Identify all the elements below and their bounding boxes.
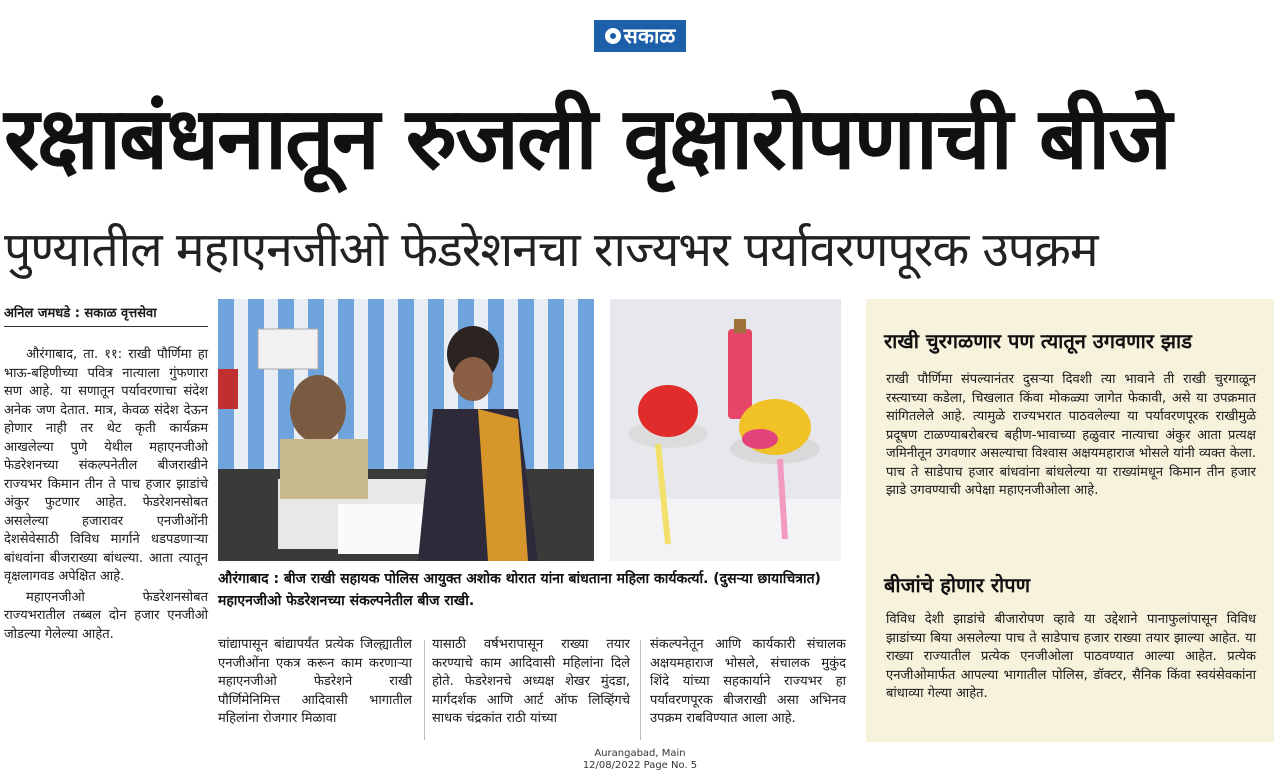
photo-rakhi-ceremony: [218, 299, 594, 561]
article-column-4: [650, 636, 846, 731]
sidebar-title: बीजांचे होणार रोपण: [884, 573, 1031, 597]
column-divider: [424, 640, 425, 740]
paragraph: महाएनजीओ फेडरेशनसोबत राज्यभरातील तब्बल दोन हजार एनजीओ जोडल्या गेलेल्या आहेत.: [4, 589, 208, 642]
article-subheadline: पुण्यातील महाएनजीओ फेडरेशनचा राज्यभर पर्यावरणपूरक उपक्रम: [4, 222, 1098, 278]
article-column-3: [432, 636, 630, 731]
logo-emblem-icon: [605, 28, 621, 44]
paragraph: यासाठी वर्षभरापासून राख्या तयार करण्याचे काम आदिवासी महिलांना दिले होते. फेडरेशनचे अध्यक्ष शेखर मुंदडा, मार्गदर्शक आणि आर्ट ऑफ लिव्हिंगचे साधक चंद्रकांत राठी यांच्या: [432, 637, 630, 726]
photo-illustration: [218, 299, 594, 561]
edition-label: Aurangabad, Main: [594, 748, 686, 759]
article-headline: रक्षाबंधनातून रुजली वृक्षारोपणाची बीजे: [4, 89, 1171, 189]
photo-illustration: [610, 299, 841, 561]
sidebar-title: राखी चुरगळणार पण त्यातून उगवणार झाड: [884, 329, 1192, 353]
article-column-1: [4, 346, 208, 646]
column-divider: [640, 640, 641, 740]
newspaper-logo: [594, 20, 686, 52]
date-page-label: 12/08/2022 Page No. 5: [582, 760, 698, 771]
photo-seed-rakhi: [610, 299, 841, 561]
byline: अनिल जमधडे : सकाळ वृत्तसेवा: [4, 306, 157, 321]
paragraph: औरंगाबाद, ता. ११: राखी पौर्णिमा हा भाऊ-बहिणीच्या पवित्र नात्याला गुंफणारा सण आहे. या सणातून पर्यावरणाचा संदेश अनेक जण देतात. मात्र, केवळ संदेश देऊन होणार नाही तर थेट कृती कार्यक्रम आखलेल्या पुणे येथील महाएनजीओ फेडरेशनच्या संकल्पनेतील बीजराखीने राज्यभर किमान तीन ते पाच हजार झाडांचे अंकुर फुटणार आहेत. फेडरेशनसोबत असलेल्या हजारावर एनजीओंनी देशसेवेसाठी विविध मार्गाने धडपडणाऱ्या बांधवांना बीजराख्या बांधल्या. आता त्यातून वृक्षलागवड अपेक्षित आहे.: [4, 347, 208, 584]
sidebar-text: विविध देशी झाडांचे बीजारोपण व्हावे या उद्देशाने पानाफुलांपासून विविध झाडांच्या बिया असलेल्या पाच ते साडेपाच हजार राख्या तयार झाल्या आहेत. या राख्या राज्यातील प्रत्येक एनजीओला पाठवण्यात आल्या आहेत. प्रत्येक एनजीओमार्फत आपल्या भागातील पोलिस, डॉक्टर, सैनिक किंवा स्वयंसेवकांना बांधाव्या गेल्या आहेत.: [886, 612, 1256, 701]
page-footer: [540, 748, 740, 772]
paragraph: संकल्पनेतून आणि कार्यकारी संचालक अक्षयमहाराज भोसले, संचालक मुकुंद शिंदे यांच्या सहकार्याने राज्यभर हा पर्यावरणपूरक बीजराखी असा अभिनव उपक्रम राबविण्यात आला आहे.: [650, 637, 846, 726]
paragraph: चांद्यापासून बांद्यापर्यंत प्रत्येक जिल्ह्यातील एनजीओंना एकत्र करून काम करणाऱ्या महाएनजीओ फेडरेशने राखी पौर्णिमेनिमित्त आदिवासी भागातील महिलांना रोजगार मिळावा: [218, 637, 412, 726]
photo-caption: औरंगाबाद : बीज राखी सहायक पोलिस आयुक्त अशोक थोरात यांना बांधताना महिला कार्यकर्त्या. (दुसऱ्या छायाचित्रात) महाएनजीओ फेडरेशनच्या संकल्पनेतील बीज राखी.: [218, 571, 821, 609]
byline-divider: [4, 326, 208, 327]
logo-text: सकाळ: [623, 24, 676, 48]
sidebar-text: राखी पौर्णिमा संपल्यानंतर दुसऱ्या दिवशी त्या भावाने ती राखी चुरगाळून रस्त्याच्या कडेला, चिखलात किंवा मोकळ्या जागेत फेकावी, असे या उपक्रमात सांगितलेले आहे. त्यामुळे राज्यभरात पाठवलेल्या या पर्यावरणपूरक राखीमुळे प्रदूषण टाळण्याबरोबरच बहीण-भावाच्या हळुवार नात्याचा अंकुर आता प्रत्यक्ष जमिनीतून उगवणार असल्याचा विश्वास अक्षयमहाराज भोसले यांनी व्यक्त केला. पाच ते साडेपाच हजार बांधवांना बांधलेल्या या राख्यांमधून किमान तीन हजार झाडे उगवण्याची अपेक्षा महाएनजीओला आहे.: [886, 372, 1256, 498]
sidebar-box: [866, 299, 1274, 742]
article-column-2: [218, 636, 412, 731]
